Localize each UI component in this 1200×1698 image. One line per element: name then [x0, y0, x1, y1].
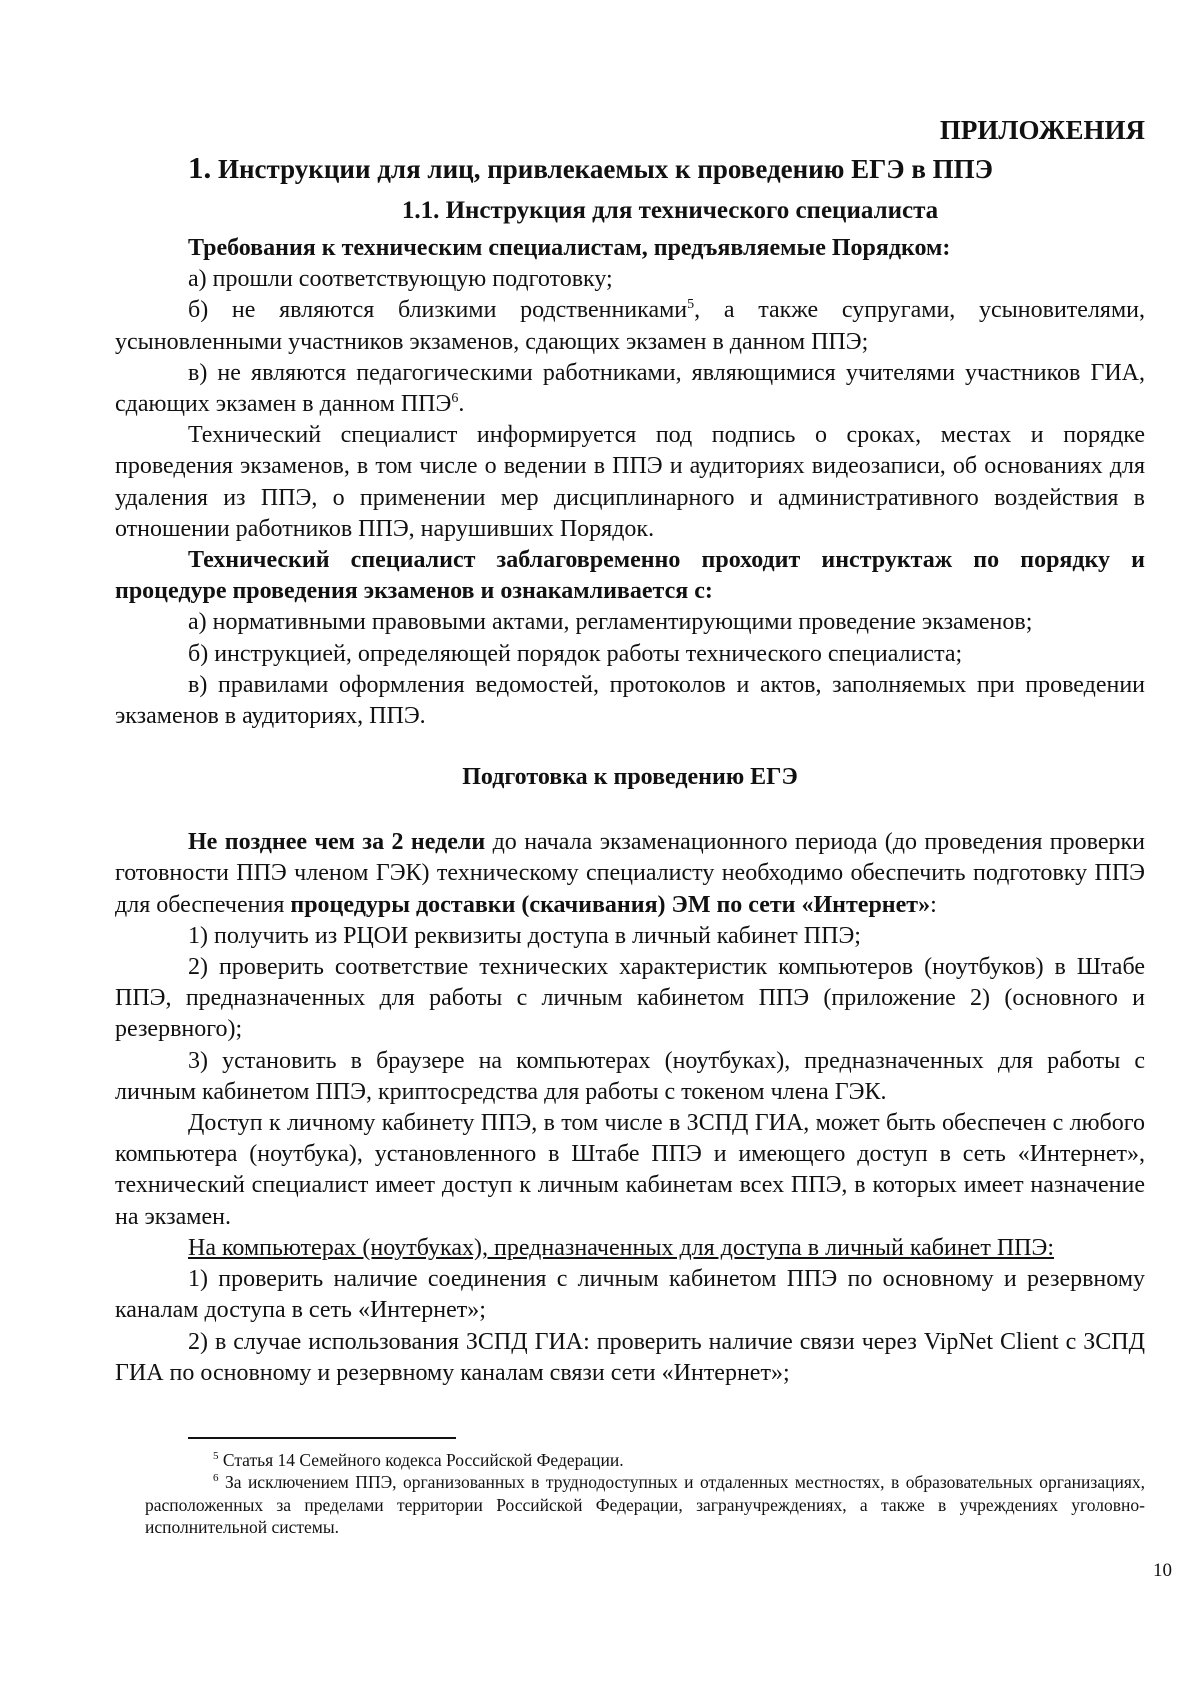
deadline-bold: Не позднее чем за 2 недели — [188, 829, 486, 856]
delivery-procedure-bold: процедуры доставки (скачивания) ЭМ по сети «Интернет» — [290, 891, 931, 918]
footnote-5-number: 5 — [213, 1450, 219, 1463]
footnote-5 — [115, 1449, 1145, 1472]
prep-step-3: 3) установить в браузере на компьютерах (ноутбуках), предназначенных для работы с личным кабинетом ППЭ, криптосредства для работы с токеном члена ГЭК. — [115, 1047, 1145, 1105]
footnote-6-number: 6 — [213, 1472, 219, 1485]
check-step-1: 1) проверить наличие соединения с личным кабинетом ППЭ по основному и резервному каналам доступа в сеть «Интернет»; — [115, 1266, 1145, 1324]
requirement-item-a: а) прошли соответствующую подготовку; — [188, 266, 613, 293]
footnote-ref-6[interactable]: 6 — [451, 391, 459, 407]
intro-text-1: до начала экзаменационного периода (до проведения проверки готовности ППЭ членом ГЭК) техническому специалисту необходимо обеспечить подготовку ППЭ для обеспечения — [115, 829, 1145, 918]
requirement-item-c — [115, 358, 1145, 420]
footnote-divider — [188, 1437, 456, 1439]
briefing-item-b: б) инструкцией, определяющей порядок работы технического специалиста; — [188, 640, 963, 667]
subsection-heading: 1.1. Инструкция для технического специалиста — [401, 197, 939, 224]
footnote-6 — [115, 1471, 1145, 1539]
section-title: Инструкции для лиц, привлекаемых к проведению ЕГЭ в ППЭ — [211, 154, 993, 184]
section-heading — [115, 150, 1145, 187]
footnote-ref-5[interactable]: 5 — [687, 297, 695, 313]
access-paragraph: Доступ к личному кабинету ППЭ, в том числе в ЗСПД ГИА, может быть обеспечен с любого компьютера (ноутбука), установленного в Штабе ППЭ и имеющего доступ в сеть «Интернет», технический специалист имеет доступ к личным кабинетам всех ППЭ, в которых имеет назначение на экзамен. — [115, 1110, 1145, 1230]
requirement-item-b-text: б) не являются близкими родственниками — [188, 297, 688, 324]
prep-step-1: 1) получить из РЦОИ реквизиты доступа в личный кабинет ППЭ; — [188, 922, 861, 949]
page-number: 10 — [1153, 1560, 1172, 1581]
document-page — [115, 112, 1145, 1539]
prep-step-2: 2) проверить соответствие технических характеристик компьютеров (ноутбуков) в Штабе ППЭ, предназначенных для работы с личным кабинетом ППЭ (приложение 2) (основного и резервного); — [115, 954, 1145, 1043]
appendix-title: ПРИЛОЖЕНИЯ — [939, 115, 1145, 145]
briefing-item-c: в) правилами оформления ведомостей, протоколов и актов, заполняемых при проведении экзаменов в аудиториях, ППЭ. — [115, 671, 1145, 730]
preparation-intro — [115, 827, 1145, 921]
requirement-item-b-rest: , а также супругами, усыновителями, усыновленными участников экзаменов, сдающих экзамен в данном ППЭ; — [115, 297, 1145, 355]
requirement-item-c-text: в) не являются педагогическими работниками, являющимися учителями участников ГИА, сдающих экзамен в данном ППЭ — [115, 359, 1145, 418]
section-number: 1. — [188, 150, 212, 185]
requirement-item-c-rest: . — [458, 391, 465, 418]
requirements-heading: Требования к техническим специалистам, предъявляемые Порядком: — [188, 235, 951, 261]
info-paragraph: Технический специалист информируется под подпись о сроках, местах и порядке проведения экзаменов, в том числе о ведении в ППЭ и аудиториях видеозаписи, об основаниях для удаления из ППЭ, о применении мер дисциплинарного и административного воздействия в отношении работников ППЭ, нарушивших Порядок. — [115, 422, 1145, 542]
check-step-2: 2) в случае использования ЗСПД ГИА: проверить наличие связи через VipNet Client с ЗСПД ГИА по основному и резервному каналам связи сети «Интернет»; — [115, 1328, 1145, 1386]
briefing-item-a: а) нормативными правовыми актами, регламентирующими проведение экзаменов; — [188, 609, 1033, 636]
requirement-item-b — [115, 295, 1145, 357]
preparation-heading: Подготовка к проведению ЕГЭ — [462, 764, 798, 791]
intro-text-2: : — [930, 891, 937, 918]
briefing-heading: Технический специалист заблаговременно проходит инструктаж по порядку и процедуре проведения экзаменов и ознакамливается с: — [115, 547, 1145, 605]
footnote-6-text: За исключением ППЭ, организованных в труднодоступных и отдаленных местностях, в образовательных организациях, расположенных за пределами территории Российской Федерации, загранучреждениях, а также в учреждениях уголовно-исполнительной системы. — [145, 1472, 1145, 1538]
footnote-5-text: Статья 14 Семейного кодекса Российской Федерации. — [218, 1449, 624, 1470]
computers-heading: На компьютерах (ноутбуках), предназначенных для доступа в личный кабинет ППЭ: — [188, 1234, 1054, 1261]
